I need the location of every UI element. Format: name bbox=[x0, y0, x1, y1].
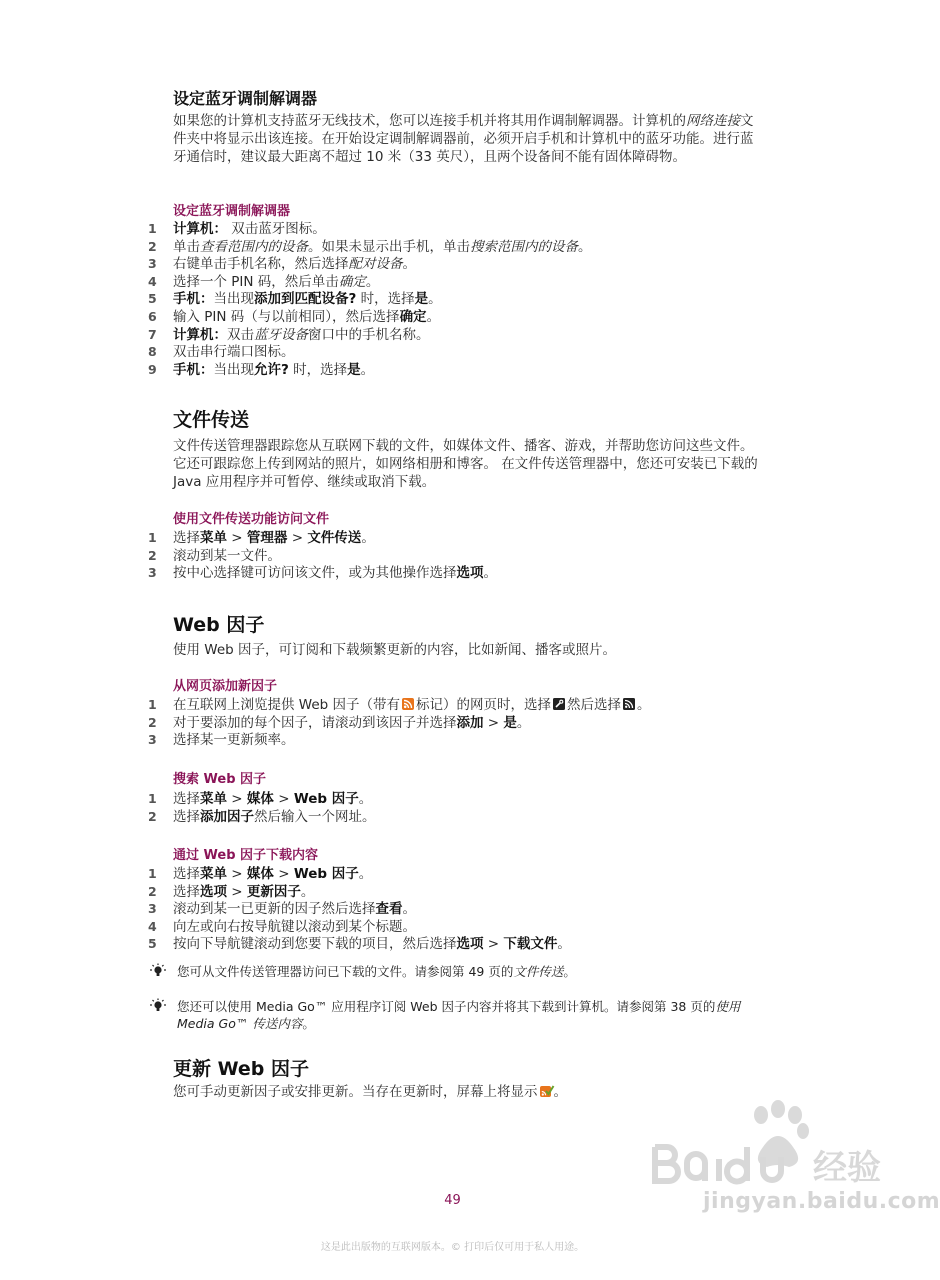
list-item: 2 单击查看范围内的设备。如果未显示出手机，单击搜索范围内的设备。 bbox=[148, 238, 592, 255]
section-title-file-transfer: 文件传送 bbox=[173, 409, 250, 431]
list-item: 3 按中心选择键可访问该文件，或为其他操作选择选项。 bbox=[148, 565, 497, 582]
list-item: 8 双击串行端口图标。 bbox=[148, 344, 295, 361]
watermark-url: jingyan.baidu.com bbox=[703, 1189, 940, 1214]
list-item: 1 计算机： 双击蓝牙图标。 bbox=[148, 221, 326, 237]
wrench-icon bbox=[553, 698, 565, 710]
subheading-file-transfer-access: 使用文件传送功能访问文件 bbox=[173, 512, 330, 527]
search-feed-steps bbox=[148, 790, 376, 825]
list-item: 9 手机：当出现允许? 时，选择是。 bbox=[148, 361, 375, 378]
page-number: 49 bbox=[444, 1193, 461, 1208]
subheading-bt-modem-setup: 设定蓝牙调制解调器 bbox=[173, 204, 291, 219]
rss-feed-icon bbox=[402, 698, 414, 710]
bt-modem-steps bbox=[148, 220, 592, 378]
baidu-watermark bbox=[643, 1095, 940, 1225]
lightbulb-icon bbox=[148, 963, 168, 983]
svg-text:经验: 经验 bbox=[813, 1148, 881, 1188]
list-item: 3 右键单击手机名称，然后选择配对设备。 bbox=[148, 256, 416, 273]
bt-modem-description: 如果您的计算机支持蓝牙无线技术，您可以连接手机并将其用作调制解调器。计算机的网络连接文件夹中将显示出该连接。在开始设定调制解调器前，必须开启手机和计算机中的蓝牙功能。进行蓝牙通信时，建议最大距离不超过 10 米（33 英尺），且两个设备间不能有固体障碍物。 bbox=[173, 113, 754, 165]
web-feeds-description: 使用 Web 因子，可订阅和下载频繁更新的内容，比如新闻、播客或照片。 bbox=[173, 642, 617, 658]
subheading-add-feed: 从网页添加新因子 bbox=[173, 679, 278, 694]
list-item: 2 选择添加因子然后输入一个网址。 bbox=[148, 808, 376, 825]
add-feed-steps bbox=[148, 696, 651, 749]
list-item: 5 按向下导航键滚动到您要下载的项目，然后选择选项 > 下载文件。 bbox=[148, 936, 571, 953]
section-title-web-feeds: Web 因子 bbox=[173, 614, 265, 636]
subheading-download-feed: 通过 Web 因子下载内容 bbox=[173, 848, 319, 863]
list-item: 2 选择选项 > 更新因子。 bbox=[148, 883, 315, 900]
subheading-search-feed: 搜索 Web 因子 bbox=[173, 772, 267, 787]
file-transfer-description: 文件传送管理器跟踪您从互联网下载的文件，如媒体文件、播客、游戏，并帮助您访问这些文件。 它还可跟踪您上传到网站的照片，如网络相册和博客。 在文件传送管理器中，您还可安装已下载的 Java 应用程序并可暂停、继续或取消下载。 bbox=[173, 438, 758, 490]
section-title-update-feeds: 更新 Web 因子 bbox=[173, 1058, 309, 1080]
section-title-bt-modem: 设定蓝牙调制解调器 bbox=[173, 89, 318, 108]
list-item: 1 选择菜单 > 媒体 > Web 因子。 bbox=[148, 866, 373, 882]
list-item: 6 输入 PIN 码（与以前相同），然后选择确定。 bbox=[148, 308, 441, 325]
list-item: 1 在互联网上浏览提供 Web 因子（带有 标记）的网页时，选择 然后选择 。 bbox=[148, 697, 651, 713]
download-feed-steps bbox=[148, 865, 571, 953]
list-item: 2 对于要添加的每个因子，请滚动到该因子并选择添加 > 是。 bbox=[148, 714, 531, 731]
list-item: 1 选择菜单 > 管理器 > 文件传送。 bbox=[148, 530, 375, 546]
file-transfer-steps bbox=[148, 529, 497, 582]
list-item: 5 手机：当出现添加到匹配设备? 时，选择是。 bbox=[148, 291, 442, 308]
list-item: 2 滚动到某一文件。 bbox=[148, 547, 281, 564]
feed-update-icon bbox=[540, 1084, 552, 1096]
footer-note: 这是此出版物的互联网版本。© 打印后仅可用于私人用途。 bbox=[320, 1242, 585, 1253]
lightbulb-icon bbox=[148, 998, 168, 1018]
list-item: 7 计算机：双击蓝牙设备窗口中的手机名称。 bbox=[148, 326, 430, 343]
rss-feed-select-icon bbox=[623, 698, 635, 710]
list-item: 1 选择菜单 > 媒体 > Web 因子。 bbox=[148, 791, 373, 807]
update-feeds-description: 您可手动更新因子或安排更新。当存在更新时，屏幕上将显示 。 bbox=[173, 1084, 567, 1100]
list-item: 3 选择某一更新频率。 bbox=[148, 732, 295, 749]
list-item: 4 向左或向右按导航键以滚动到某个标题。 bbox=[148, 918, 416, 935]
list-item: 4 选择一个 PIN 码，然后单击确定。 bbox=[148, 273, 380, 290]
list-item: 3 滚动到某一已更新的因子然后选择查看。 bbox=[148, 901, 416, 918]
